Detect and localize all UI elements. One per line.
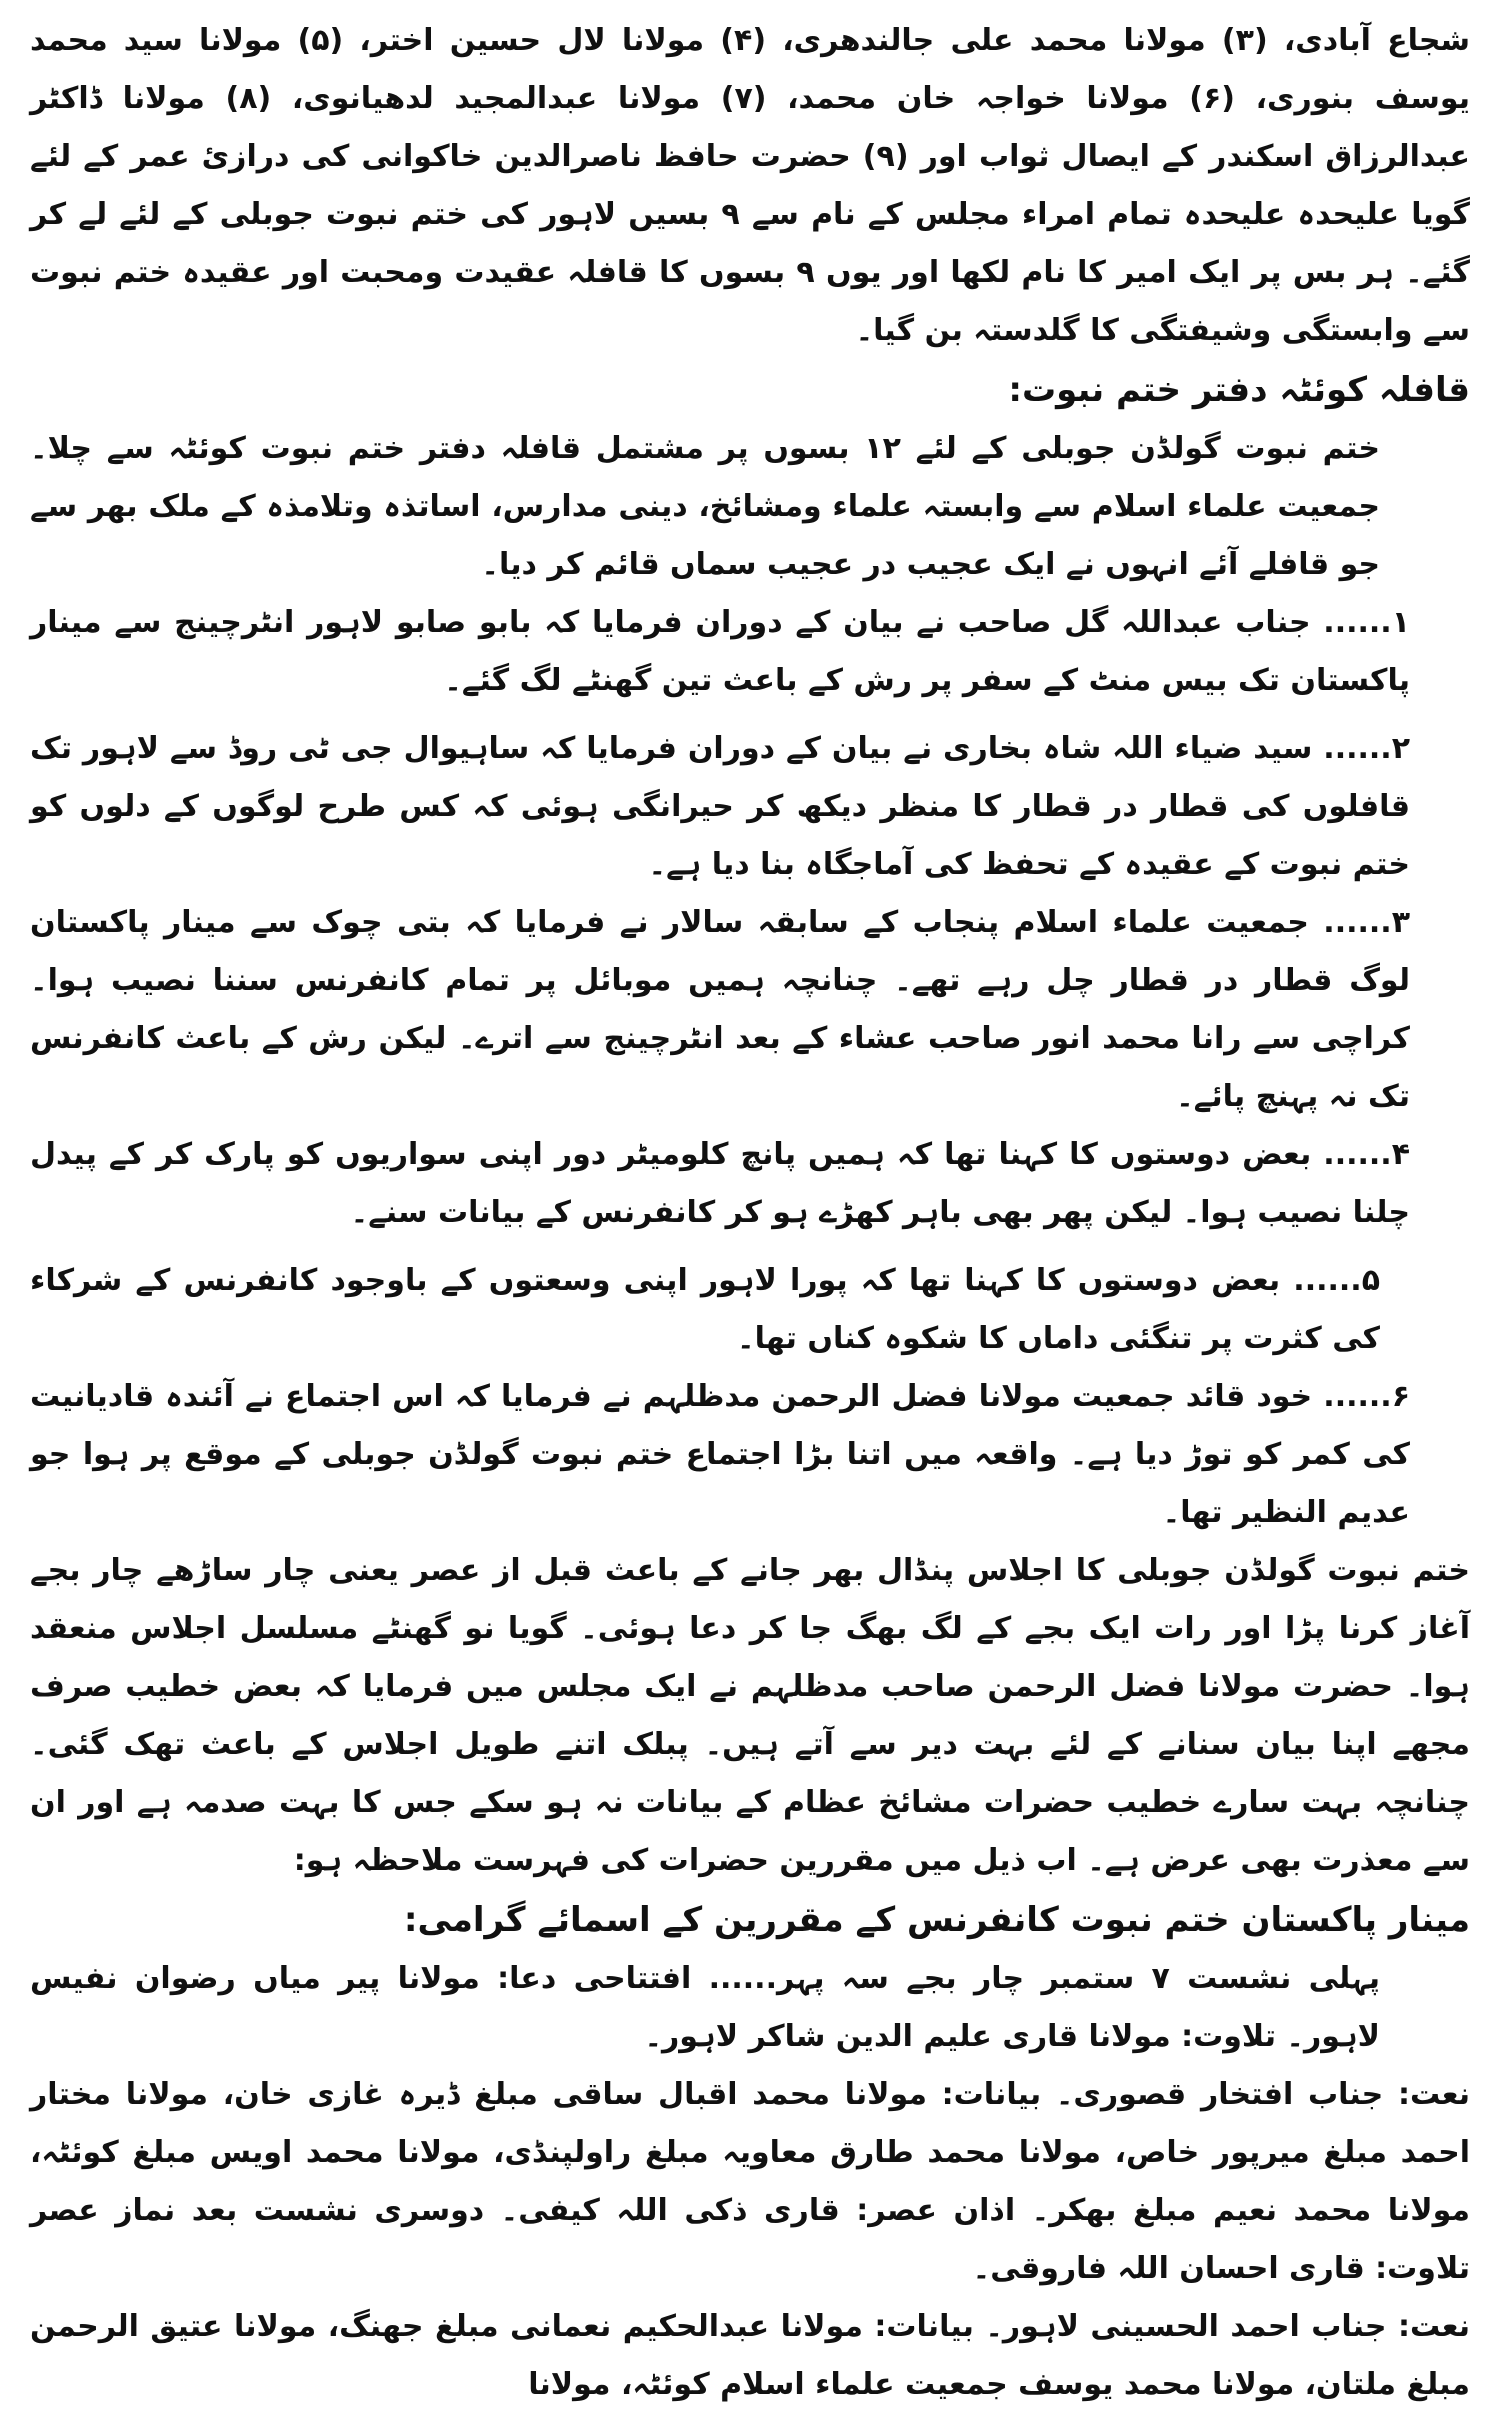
- list-item-4: ۴...... بعض دوستوں کا کہنا تھا کہ ہمیں پانچ کلومیٹر دور اپنی سواریوں کو پارک کر کے پیدل چلنا نصیب ہوا۔ لیکن پھر بھی باہر کھڑے ہو کر کانفرنس کے بیانات سنے۔: [30, 1137, 1410, 1230]
- paragraph-first-session: پہلی نشست ۷ ستمبر چار بجے سہ پہر...... افتتاحی دعا: مولانا پیر میاں رضوان نفیس لاہور۔ تلاوت: مولانا قاری علیم الدین شاکر لاہور۔: [30, 1961, 1381, 2054]
- list-item-6: ۶...... خود قائد جمعیت مولانا فضل الرحمن مدظلہم نے فرمایا کہ اس اجتماع نے آئندہ قادیانیت کی کمر کو توڑ دیا ہے۔ واقعہ میں اتنا بڑا اجتماع ختم نبوت گولڈن جوبلی کے موقع پر ہوا جو عدیم النظیر تھا۔: [30, 1379, 1410, 1530]
- section-heading-speakers: مینار پاکستان ختم نبوت کانفرنس کے مقررین کے اسمائے گرامی:: [403, 1900, 1470, 1940]
- list-item-3: ۳...... جمعیت علماء اسلام پنجاب کے سابقہ سالار نے فرمایا کہ بتی چوک سے مینار پاکستان لوگ قطار در قطار چل رہے تھے۔ چنانچہ ہمیں موبائل پر تمام کانفرنس سننا نصیب ہوا۔ کراچی سے رانا محمد انور صاحب عشاء کے بعد انٹرچینج سے اترے۔ لیکن رش کے باعث کانفرنس تک نہ پہنچ پائے۔: [30, 905, 1410, 1114]
- list-item-2: ۲...... سید ضیاء اللہ شاہ بخاری نے بیان کے دوران فرمایا کہ ساہیوال جی ٹی روڈ سے لاہور تک قافلوں کی قطار در قطار کا منظر دیکھ کر حیرانگی ہوئی کہ کس طرح لوگوں کے دلوں کو ختم نبوت کے عقیدہ کے تحفظ کی آماجگاہ بنا دیا ہے۔: [30, 731, 1410, 882]
- paragraph-bus-caravans: شجاع آبادی، (۳) مولانا محمد علی جالندھری، (۴) مولانا لال حسین اختر، (۵) مولانا سید محمد یوسف بنوری، (۶) مولانا خواجہ خان محمد، (۷) مولانا عبدالمجید لدھیانوی، (۸) مولانا ڈاکٹر عبدالرزاق اسکندر کے ایصال ثواب اور (۹) حضرت حافظ ناصرالدین خاکوانی کی درازئ عمر کے لئے گویا علیحدہ علیحدہ تمام امراء مجلس کے نام سے ۹ بسیں لاہور کی ختم نبوت جوبلی کے لئے لے کر گئے۔ ہر بس پر ایک امیر کا نام لکھا اور یوں ۹ بسوں کا قافلہ عقیدت ومحبت اور عقیدہ ختم نبوت سے وابستگی وشیفتگی کا گلدستہ بن گیا۔: [30, 23, 1470, 348]
- paragraph-session-duration: ختم نبوت گولڈن جوبلی کا اجلاس پنڈال بھر جانے کے باعث قبل از عصر یعنی چار ساڑھے چار بجے آغاز کرنا پڑا اور رات ایک بجے کے لگ بھگ جا کر دعا ہوئی۔ گویا نو گھنٹے مسلسل اجلاس منعقد ہوا۔ حضرت مولانا فضل الرحمن صاحب مدظلہم نے ایک مجلس میں فرمایا کہ بعض خطیب صرف مجھے اپنا بیان سنانے کے لئے بہت دیر سے آتے ہیں۔ پبلک اتنے طویل اجلاس کے باعث تھک گئی۔ چنانچہ بہت سارے خطیب حضرات مشائخ عظام کے بیانات نہ ہو سکے جس کا بہت صدمہ ہے اور ان سے معذرت بھی عرض ہے۔ اب ذیل میں مقررین حضرات کی فہرست ملاحظہ ہو:: [30, 1553, 1470, 1878]
- list-item-1: ۱...... جناب عبداللہ گل صاحب نے بیان کے دوران فرمایا کہ بابو صابو لاہور انٹرچینج سے مینار پاکستان تک بیس منٹ کے سفر پر رش کے باعث تین گھنٹے لگ گئے۔: [30, 605, 1410, 698]
- section-heading-quetta-caravan: قافلہ کوئٹہ دفتر ختم نبوت:: [1008, 370, 1470, 410]
- paragraph-quetta-caravan: ختم نبوت گولڈن جوبلی کے لئے ۱۲ بسوں پر مشتمل قافلہ دفتر ختم نبوت کوئٹہ سے چلا۔ جمعیت علماء اسلام سے وابستہ علماء ومشائخ، دینی مدارس، اساتذہ وتلامذہ کے ملک بھر سے جو قافلے آئے انہوں نے ایک عجیب در عجیب سماں قائم کر دیا۔: [30, 431, 1380, 582]
- paragraph-speakers-list-1: نعت: جناب افتخار قصوری۔ بیانات: مولانا محمد اقبال ساقی مبلغ ڈیرہ غازی خان، مولانا مختار احمد مبلغ میرپور خاص، مولانا محمد طارق معاویہ مبلغ راولپنڈی، مولانا محمد اویس مبلغ کوئٹہ، مولانا محمد نعیم مبلغ بھکر۔ اذان عصر: قاری ذکی اللہ کیفی۔ دوسری نشست بعد نماز عصر تلاوت: قاری احسان اللہ فاروقی۔: [30, 2077, 1470, 2286]
- list-item-5: ۵...... بعض دوستوں کا کہنا تھا کہ پورا لاہور اپنی وسعتوں کے باوجود کانفرنس کے شرکاء کی کثرت پر تنگئی داماں کا شکوہ کناں تھا۔: [30, 1263, 1380, 1356]
- paragraph-speakers-list-2: نعت: جناب احمد الحسینی لاہور۔ بیانات: مولانا عبدالحکیم نعمانی مبلغ جھنگ، مولانا عتیق الرحمن مبلغ ملتان، مولانا محمد یوسف جمعیت علماء اسلام کوئٹہ، مولانا: [30, 2309, 1470, 2402]
- document-page: [30, 12, 1470, 2402]
